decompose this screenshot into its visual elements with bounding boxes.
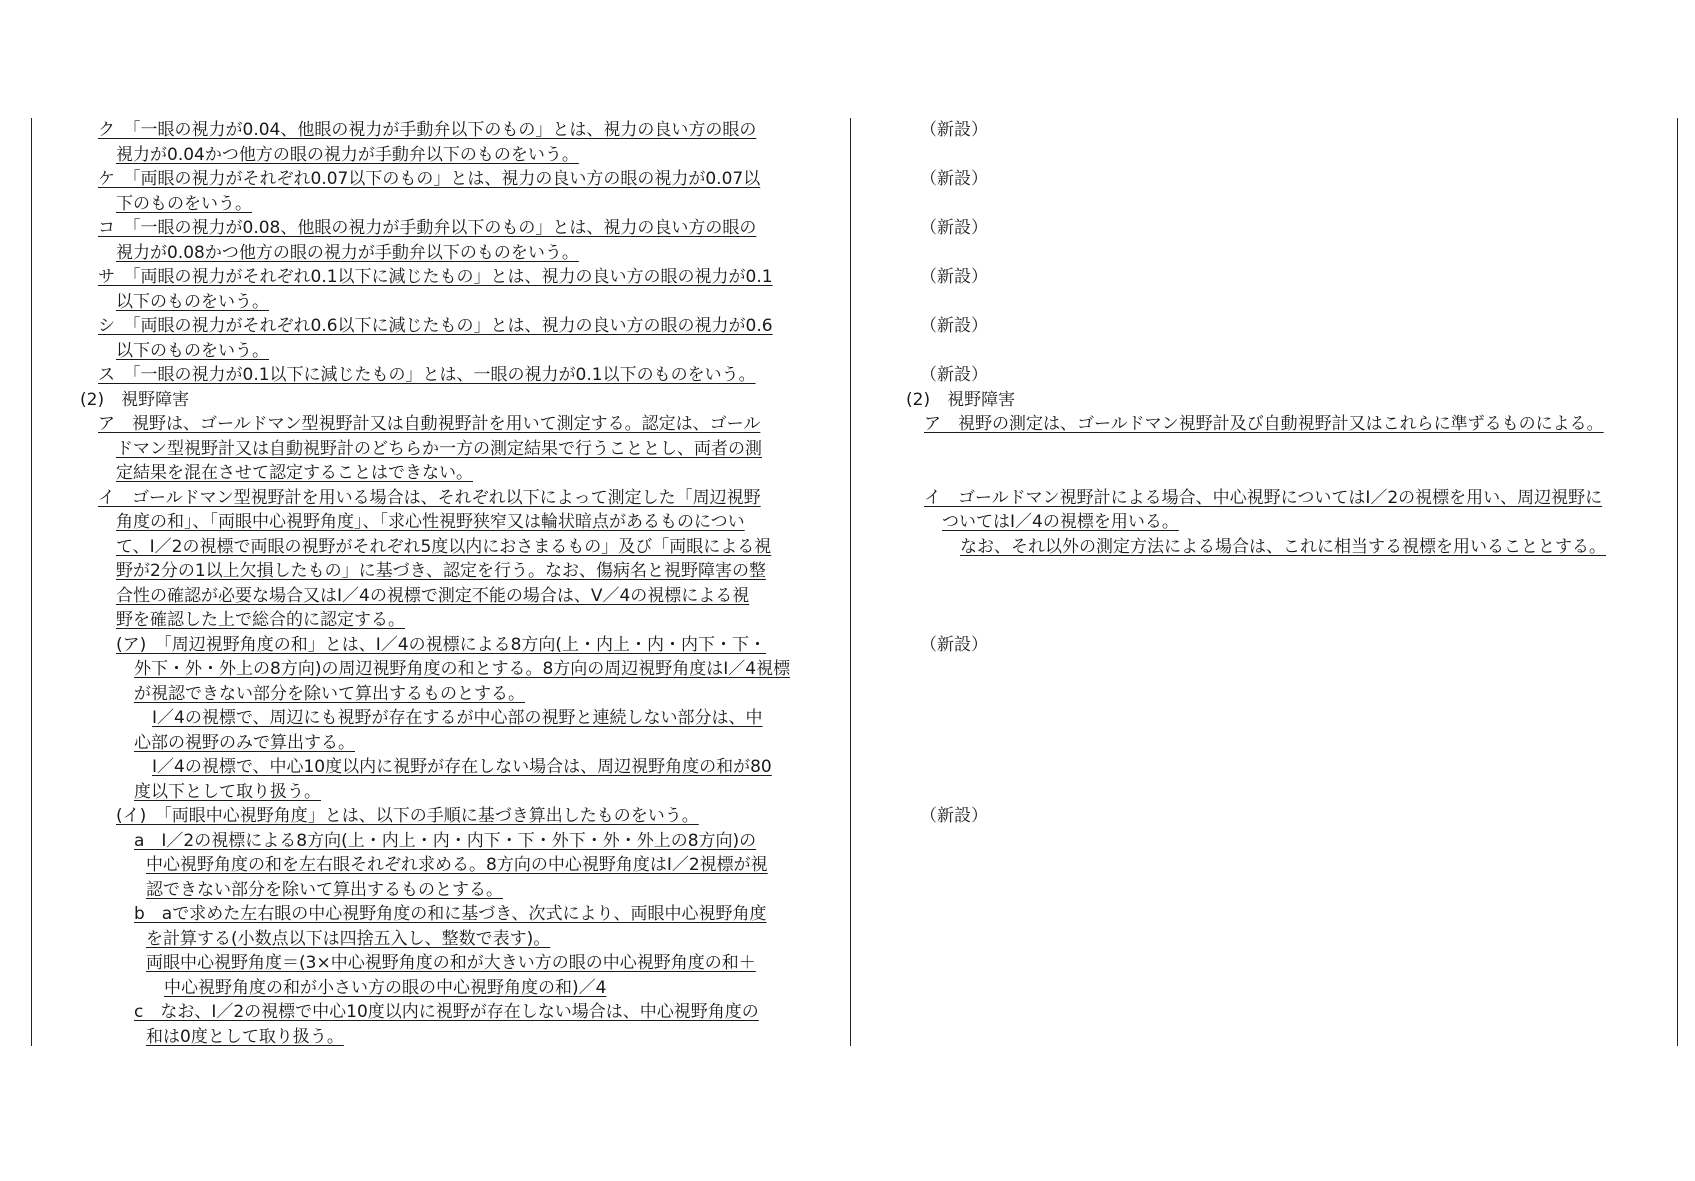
current-line-text: （新設） [920,806,988,826]
revised-line [34,657,842,682]
revised-line [34,339,842,364]
current-line-text: （新設） [920,316,988,336]
revised-line-text: (イ) 「両眼中心視野角度」とは、以下の手順に基づき算出したものをいう。 [116,806,699,826]
current-line [860,388,1672,413]
revised-line [34,706,842,731]
current-line [860,241,1672,266]
current-line [860,314,1672,339]
current-line [860,731,1672,756]
current-line [860,118,1672,143]
current-line [860,608,1672,633]
revised-line [34,363,842,388]
revised-line-text: 野が2分の1以上欠損したもの」に基づき、認定を行う。なお、傷病名と視野障害の整 [116,561,766,581]
revised-line [34,118,842,143]
revised-line [34,241,842,266]
revised-line-text: ア 視野は、ゴールドマン型視野計又は自動視野計を用いて測定する。認定は、ゴール [98,414,761,434]
current-line [860,143,1672,168]
right-margin-rule [1677,118,1678,1046]
revised-line [34,755,842,780]
current-line-text: ついてはⅠ／4の視標を用いる。 [942,512,1179,532]
revised-line [34,682,842,707]
revised-line-text: 角度の和」、「両眼中心視野角度」、「求心性視野狭窄又は輪状暗点があるものについ [116,512,745,532]
revised-line-text: b aで求めた左右眼の中心視野角度の和に基づき、次式により、両眼中心視野角度 [134,904,767,924]
revised-line-text: 和は0度として取り扱う。 [146,1026,344,1047]
current-line [860,780,1672,805]
current-line [860,461,1672,486]
current-line-text: イ ゴールドマン視野計による場合、中心視野についてはⅠ／2の視標を用い、周辺視野に [924,487,1603,508]
revised-line-text: ケ 「両眼の視力がそれぞれ0.07以下のもの」とは、視力の良い方の眼の視力が0.07以 [98,169,761,189]
revised-line [34,853,842,878]
revised-line-text: サ 「両眼の視力がそれぞれ0.1以下に減じたもの」とは、視力の良い方の眼の視力が0.1 [98,267,773,287]
revised-line-text: が視認できない部分を除いて算出するものとする。 [134,683,525,704]
revised-line-text: 以下のものをいう。 [116,291,269,312]
revised-line [34,314,842,339]
revised-line [34,1025,842,1050]
revised-line-text: 視力が0.04かつ他方の眼の視力が手動弁以下のものをいう。 [116,144,579,165]
revised-line-text: 定結果を混在させて認定することはできない。 [116,463,473,483]
revised-line [34,731,842,756]
revised-line [34,388,842,413]
revised-line [34,461,842,486]
revised-line-text: 度以下として取り扱う。 [134,781,321,802]
current-line [860,535,1672,560]
current-line [860,216,1672,241]
current-line [860,755,1672,780]
revised-line-text: ドマン型視野計又は自動視野計のどちらか一方の測定結果で行うこととし、両者の測 [116,438,762,459]
revised-line [34,167,842,192]
revised-line-text: 心部の視野のみで算出する。 [134,732,355,753]
current-line [860,633,1672,658]
current-line [860,339,1672,364]
revised-line-text: を計算する(小数点以下は四捨五入し、整数で表す)。 [146,928,551,949]
revised-line [34,559,842,584]
current-line-text: (2) 視野障害 [906,389,1016,410]
current-line-text: （新設） [920,365,988,385]
current-line [860,706,1672,731]
current-line [860,510,1672,535]
revised-line-text: Ⅰ／4の視標で、中心10度以内に視野が存在しない場合は、周辺視野角度の和が80 [152,757,772,777]
current-line [860,584,1672,609]
revised-line-text: 合性の確認が必要な場合又はⅠ／4の視標で測定不能の場合は、Ⅴ／4の視標による視 [116,585,750,606]
current-line [860,682,1672,707]
revised-line-text: 中心視野角度の和が小さい方の眼の中心視野角度の和)／4 [164,977,607,998]
revised-line [34,902,842,927]
revised-line-text: a Ⅰ／2の視標による8方向(上・内上・内・内下・下・外下・外・外上の8方向)の [134,830,757,851]
revised-line [34,290,842,315]
revised-line [34,535,842,560]
current-line-text: （新設） [920,634,988,655]
revised-line-text: 中心視野角度の和を左右眼それぞれ求める。8方向の中心視野角度はⅠ／2視標が視 [146,855,768,875]
current-line-text: ア 視野の測定は、ゴールドマン視野計及び自動視野計又はこれらに準ずるものによる。 [924,414,1604,434]
revised-line-text: シ 「両眼の視力がそれぞれ0.6以下に減じたもの」とは、視力の良い方の眼の視力が0.6 [98,316,773,336]
revised-line-text: 視力が0.08かつ他方の眼の視力が手動弁以下のものをいう。 [116,242,579,263]
current-line [860,559,1672,584]
revised-line [34,412,842,437]
revised-line-text: (2) 視野障害 [80,389,190,410]
current-line [860,363,1672,388]
current-line [860,290,1672,315]
current-line [860,412,1672,437]
revised-line [34,927,842,952]
revised-line [34,608,842,633]
revised-line-text: c なお、Ⅰ／2の視標で中心10度以内に視野が存在しない場合は、中心視野角度の [134,1002,759,1022]
revised-line-text: ク 「一眼の視力が0.04、他眼の視力が手動弁以下のもの」とは、視力の良い方の眼の [98,120,757,140]
current-line [860,192,1672,217]
revised-line-text: 以下のものをいう。 [116,340,269,361]
column-divider-rule [850,118,851,1046]
current-line [860,265,1672,290]
current-text-column [860,118,1672,829]
revised-line [34,265,842,290]
revised-line [34,780,842,805]
revised-line-text: Ⅰ／4の視標で、周辺にも視野が存在するが中心部の視野と連続しない部分は、中 [152,708,763,728]
current-line-text: （新設） [920,267,988,287]
current-line-text: （新設） [920,120,988,140]
revised-line [34,486,842,511]
revised-line [34,804,842,829]
revised-line [34,878,842,903]
left-margin-rule [31,118,32,1046]
revised-line [34,192,842,217]
revised-line [34,976,842,1001]
current-line [860,437,1672,462]
revised-line-text: イ ゴールドマン型視野計を用いる場合は、それぞれ以下によって測定した「周辺視野 [98,487,761,508]
revised-line-text: 認できない部分を除いて算出するものとする。 [146,879,503,900]
current-line [860,486,1672,511]
revised-line [34,584,842,609]
revised-line-text: 野を確認した上で総合的に認定する。 [116,610,405,630]
current-line [860,167,1672,192]
revised-line-text: 外下・外・外上の8方向)の周辺視野角度の和とする。8方向の周辺視野角度はⅠ／4視標 [134,659,791,679]
revised-line-text: コ 「一眼の視力が0.08、他眼の視力が手動弁以下のもの」とは、視力の良い方の眼の [98,218,757,238]
revised-line [34,216,842,241]
revised-line [34,633,842,658]
revised-line-text: て、Ⅰ／2の視標で両眼の視野がそれぞれ5度以内におさまるもの」及び「両眼による視 [116,536,772,557]
revised-line [34,510,842,535]
current-line-text: なお、それ以外の測定方法による場合は、これに相当する視標を用いることとする。 [960,536,1606,557]
current-line [860,804,1672,829]
revised-text-column [34,118,842,1049]
revised-line [34,143,842,168]
revised-line [34,1000,842,1025]
revised-line [34,437,842,462]
current-line-text: （新設） [920,169,988,189]
revised-line [34,829,842,854]
revised-line [34,951,842,976]
revised-line-text: 両眼中心視野角度＝(3×中心視野角度の和が大きい方の眼の中心視野角度の和＋ [146,953,756,973]
revised-line-text: (ア) 「周辺視野角度の和」とは、Ⅰ／4の視標による8方向(上・内上・内・内下・下・ [116,634,767,655]
revised-line-text: 下のものをいう。 [116,193,252,214]
current-line [860,657,1672,682]
current-line-text: （新設） [920,218,988,238]
revised-line-text: ス 「一眼の視力が0.1以下に減じたもの」とは、一眼の視力が0.1以下のものをいう。 [98,365,756,385]
